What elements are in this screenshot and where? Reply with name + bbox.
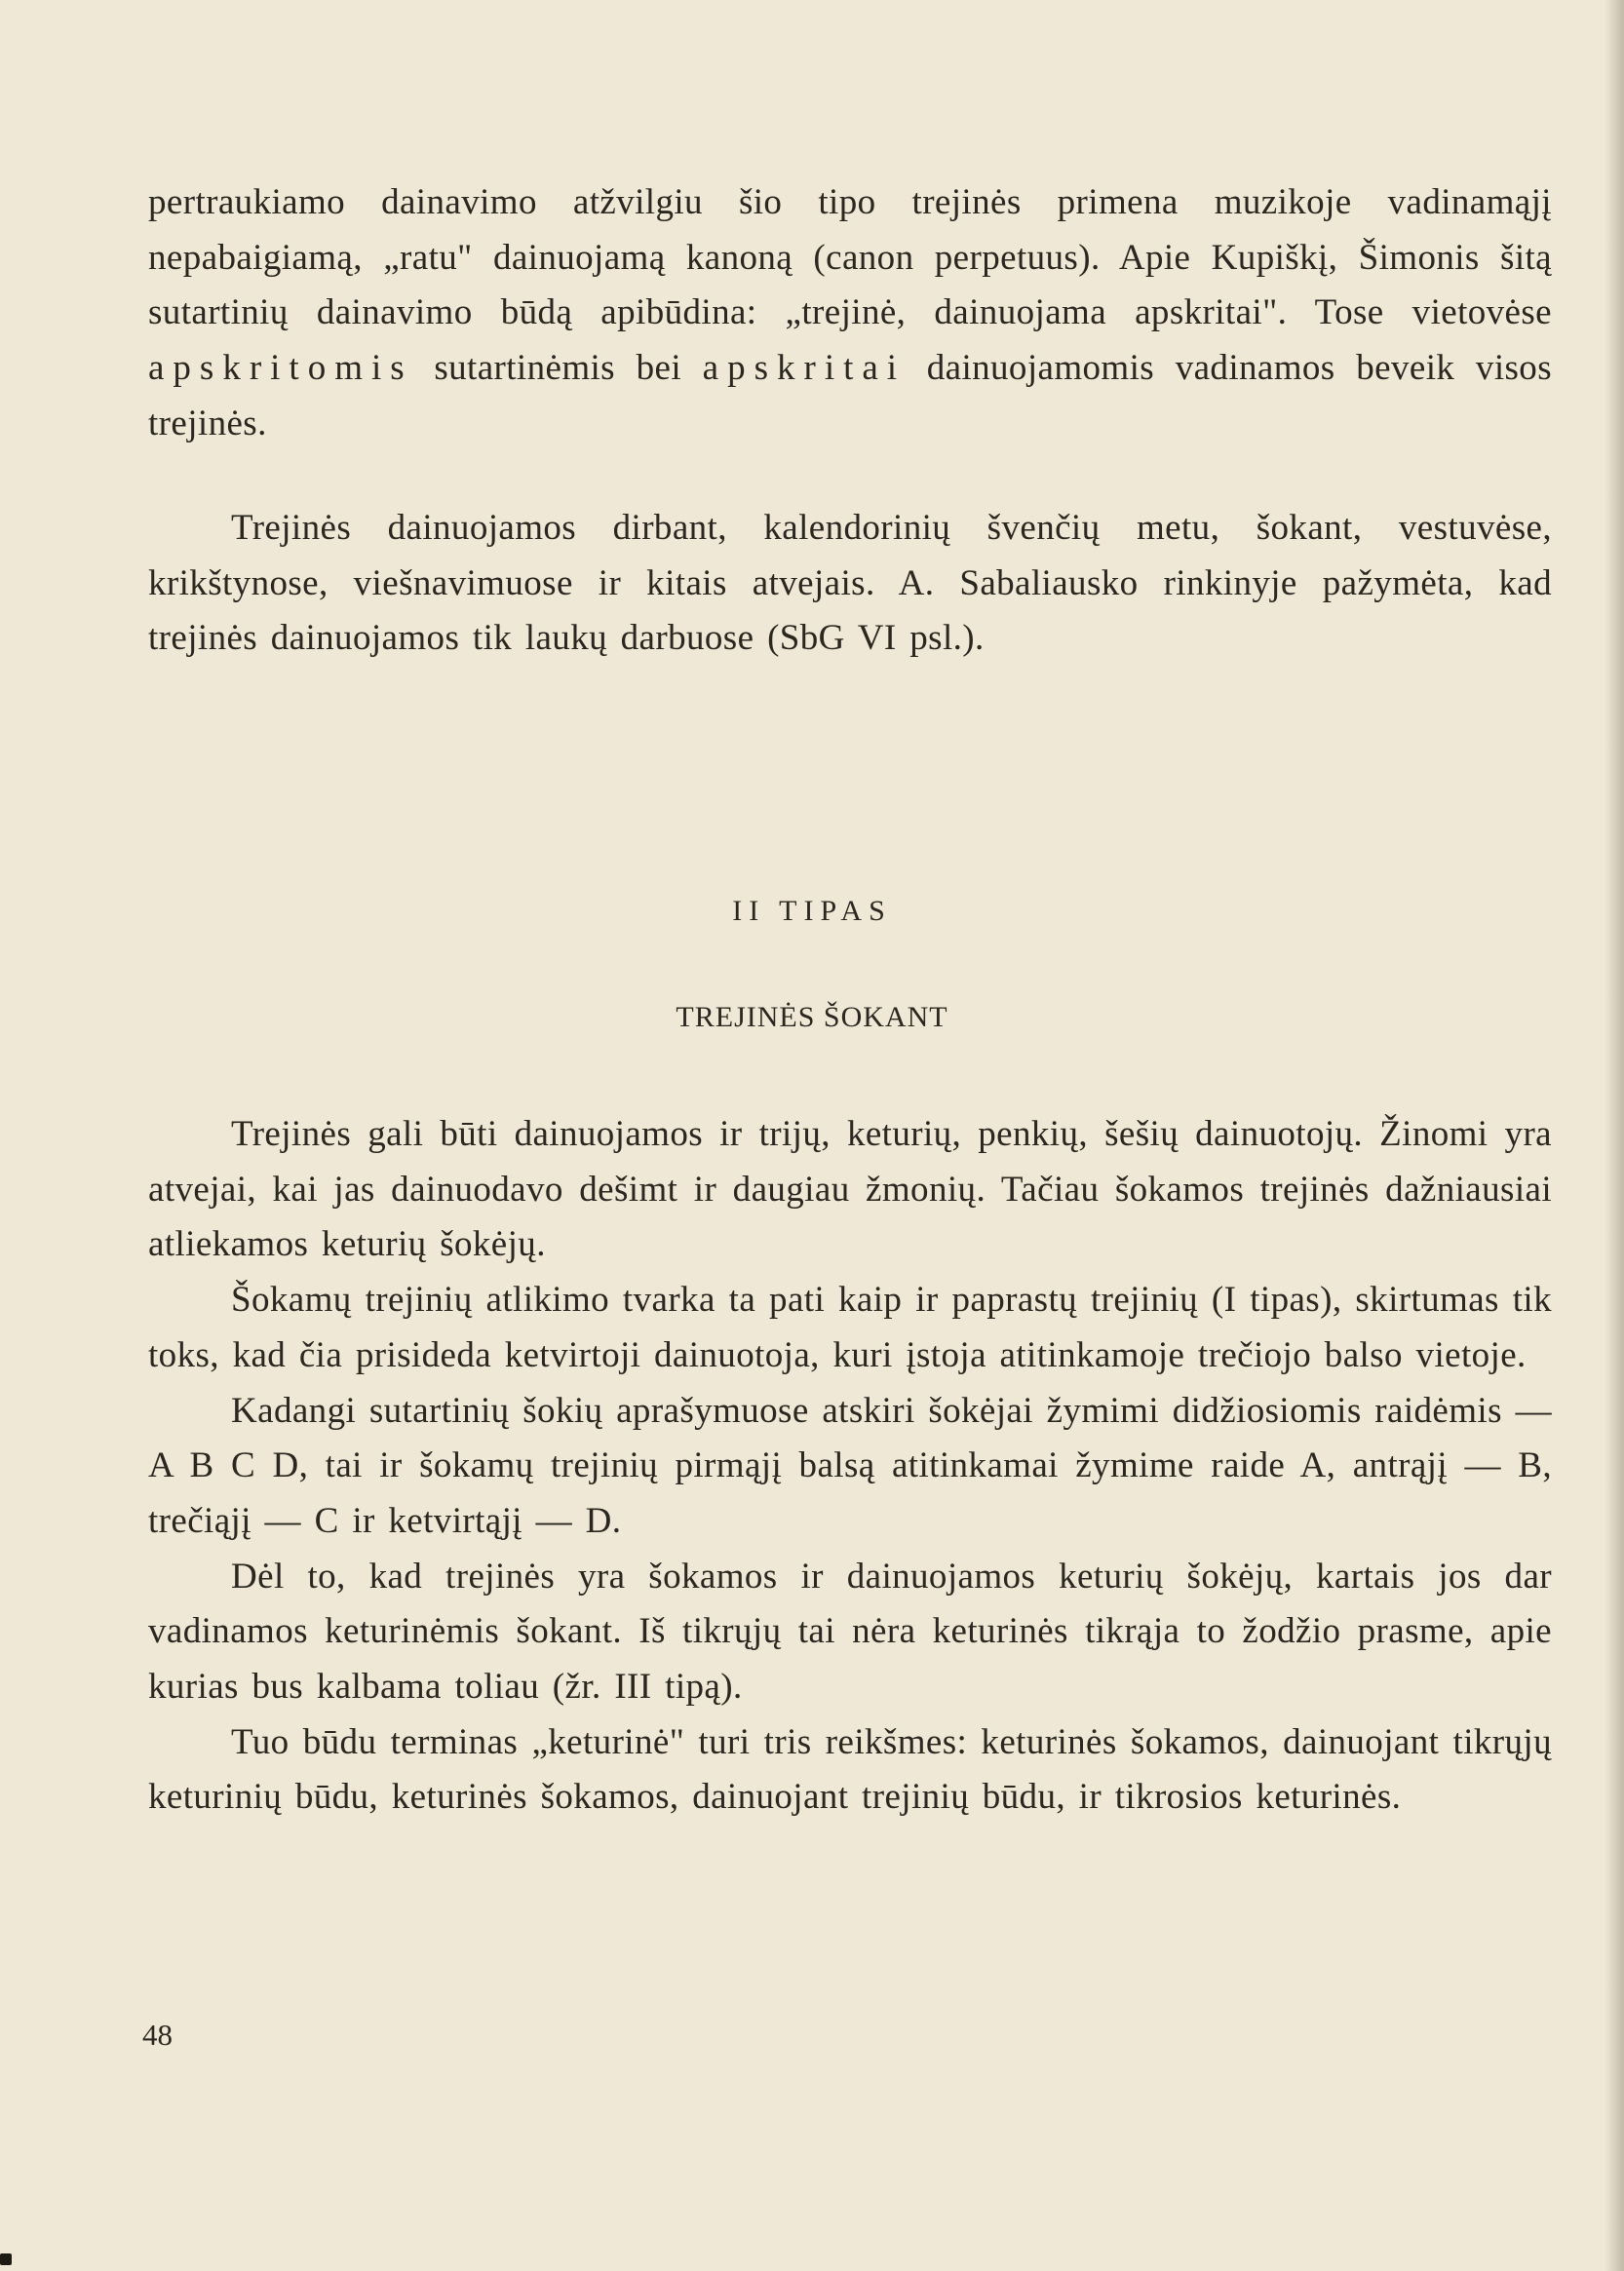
section-body	[148, 1107, 1552, 1826]
paragraph-1-text-b: sutartinėmis bei	[412, 348, 703, 389]
paragraph-1-spaced-term-1: apskritomis	[148, 348, 413, 389]
paragraph-7: Tuo būdu terminas „keturinė" turi tris reikšmes: keturinės šokamos, dainuojant tikrųjų keturinių būdu, keturinės šokamos, dainuojant trejinių būdu, ir tikrosios keturinės.	[148, 1721, 1552, 1818]
section-type-heading: II TIPAS	[732, 895, 892, 927]
section-subtitle: TREJINĖS ŠOKANT	[676, 1001, 948, 1033]
paragraph-continued	[148, 175, 1552, 452]
paragraph-1-spaced-term-2: apskritai	[702, 348, 907, 389]
paragraph-5: Kadangi sutartinių šokių aprašymuose atskiri šokėjai žymimi didžiosiomis raidėmis — A B C D, tai ir šokamų trejinių pirmąjį balsą atitinkamai žymime raide A, antrąjį — B, trečiąjį — C ir ketvirtąjį — D.	[148, 1390, 1552, 1541]
paragraph-6: Dėl to, kad trejinės yra šokamos ir dainuojamos keturių šokėjų, kartais jos dar vadinamos keturinėmis šokant. Iš tikrųjų tai nėra keturinės tikrąja to žodžio prasme, apie kurias bus kalbama toliau (žr. III tipą).	[148, 1556, 1552, 1708]
page-edge-shadow	[1605, 0, 1624, 2271]
paragraph-3: Trejinės gali būti dainuojamos ir trijų, keturių, penkių, šešių dainuotojų. Žinomi yra atvejai, kai jas dainuodavo dešimt ir daugiau žmonių. Tačiau šokamos trejinės dažniausiai atliekamos keturių šokėjų.	[148, 1114, 1552, 1265]
paragraph-2: Trejinės dainuojamos dirbant, kalendorinių švenčių metu, šokant, vestuvėse, krikštynose, viešnavimuose ir kitais atvejais. A. Sabaliausko rinkinyje pažymėta, kad trejinės dainuojamos tik laukų darbuose (SbG VI psl.).	[148, 508, 1552, 659]
paragraph-block-2	[148, 501, 1552, 667]
paragraph-1-text-a: pertraukiamo dainavimo atžvilgiu šio tipo trejinės primena muzikoje vadinamąjį nepabaigiamą, „ratu" dainuojamą kanoną (canon perpetuus). Apie Kupiškį, Šimonis šitą sutartinių dainavimo būdą apibūdina: „trejinė, dainuojama apskritai". Tose vietovėse	[148, 182, 1552, 333]
scan-corner-mark	[0, 2253, 12, 2265]
paragraph-1-text-c: dainuojamomis vadinamos beveik visos trejinės.	[148, 348, 1552, 443]
page-number: 48	[142, 2018, 173, 2052]
paragraph-4: Šokamų trejinių atlikimo tvarka ta pati kaip ir paprastų trejinių (I tipas), skirtumas tik toks, kad čia prisideda ketvirtoji dainuotoja, kuri įstoja atitinkamoje trečiojo balso vietoje.	[148, 1280, 1552, 1375]
